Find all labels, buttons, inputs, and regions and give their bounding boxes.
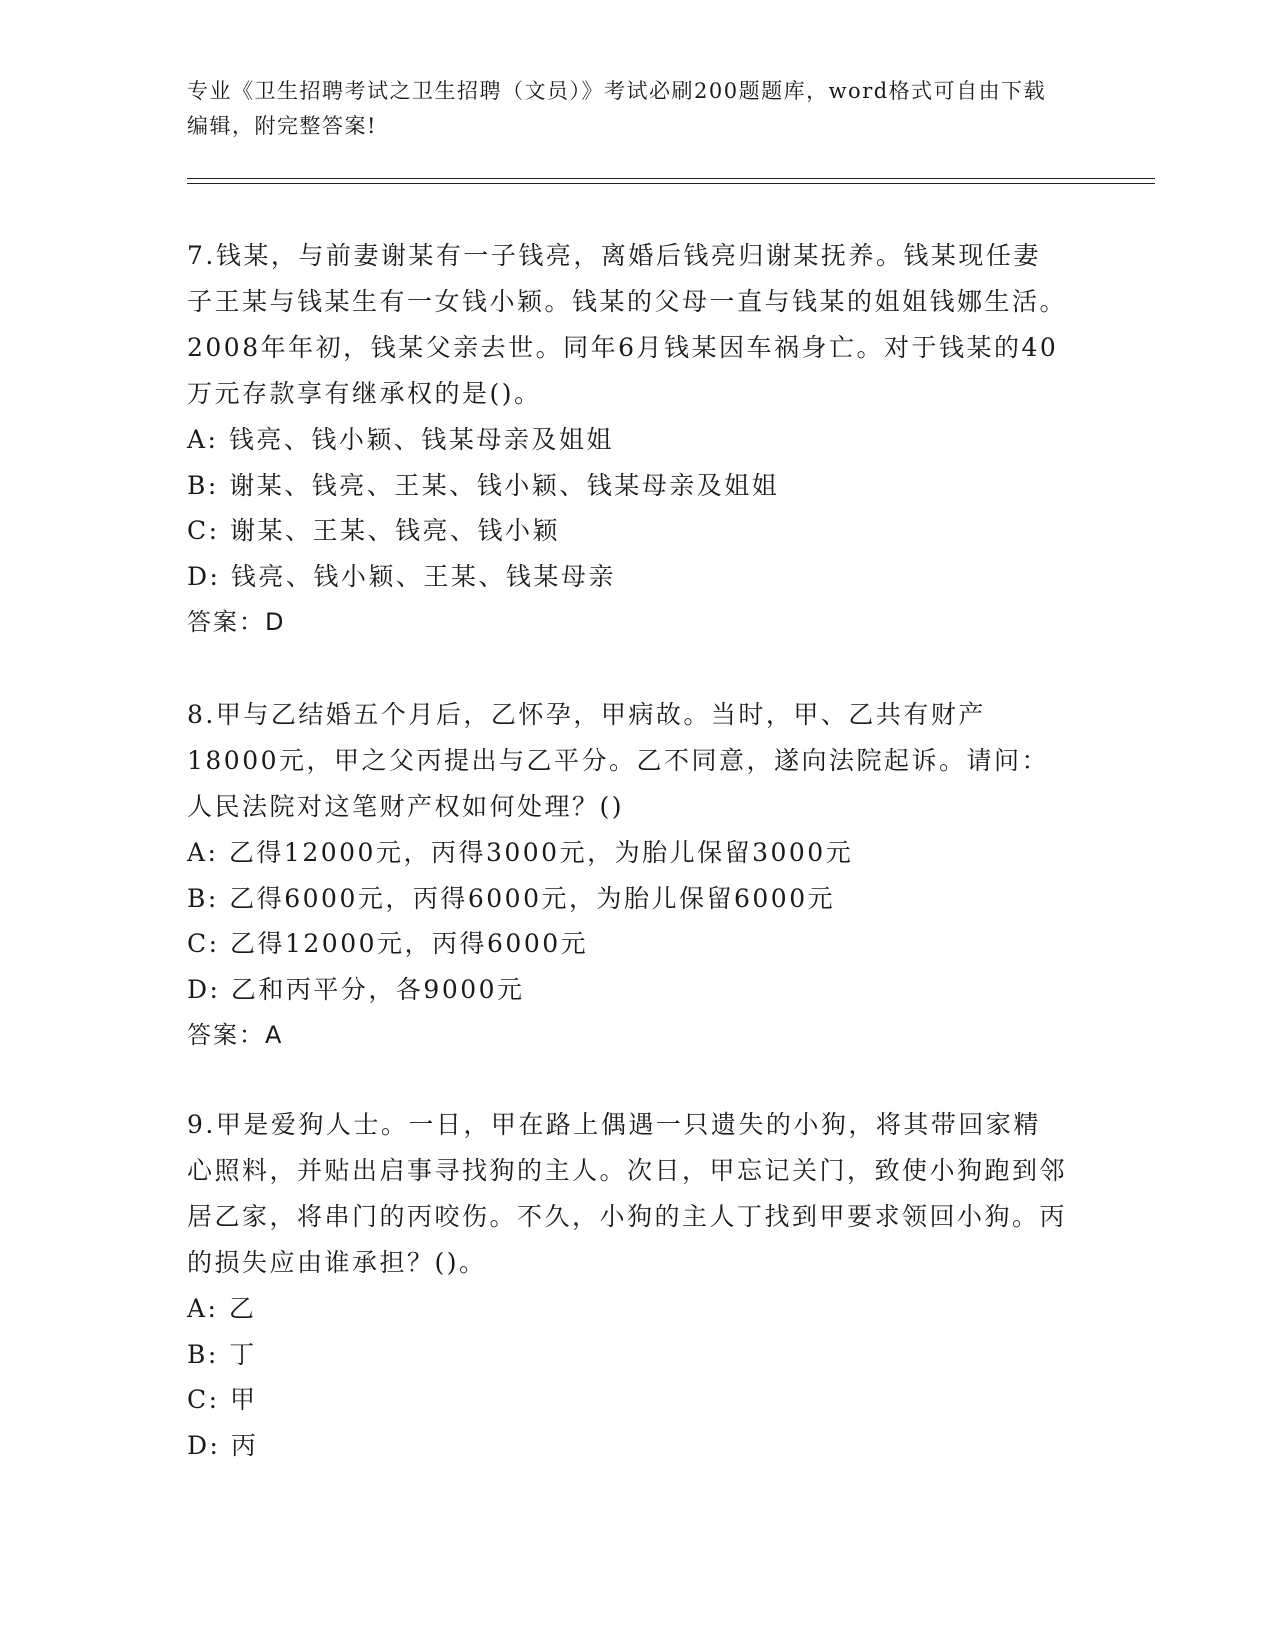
option-a: A: 乙得12000元，丙得3000元，为胎儿保留3000元: [187, 838, 854, 867]
option-d: D: 钱亮、钱小颖、王某、钱某母亲: [187, 561, 616, 591]
option-a: A: 乙: [187, 1294, 257, 1323]
option-a: A: 钱亮、钱小颖、钱某母亲及姐姐: [187, 425, 614, 454]
question-text: 8.甲与乙结婚五个月后，乙怀孕，甲病故。当时，甲、乙共有财产18000元，甲之父丙提出与乙平分。乙不同意，遂向法院起诉。请问：人民法院对这笔财产权如何处理？(): [187, 700, 1050, 821]
option-d: D: 丙: [187, 1430, 259, 1460]
header-rule-bottom: [187, 183, 1155, 184]
question-9: [187, 1102, 1067, 1468]
question-text: 7.钱某，与前妻谢某有一子钱亮，离婚后钱亮归谢某抚养。钱某现任妻子王某与钱某生有一女钱小颖。钱某的父母一直与钱某的姐姐钱娜生活。2008年年初，钱某父亲去世。同年6月钱某因车祸身亡。对于钱某的40万元存款享有继承权的是()。: [187, 241, 1068, 408]
answer-label: 答案：D: [187, 608, 286, 636]
option-b: B: 谢某、钱亮、王某、钱小颖、钱某母亲及姐姐: [187, 470, 780, 500]
option-c: C: 乙得12000元，丙得6000元: [187, 929, 589, 958]
option-d: D: 乙和丙平分，各9000元: [187, 974, 525, 1004]
option-b: B: 丁: [187, 1339, 257, 1369]
question-8: [187, 692, 1067, 1058]
option-b: B: 乙得6000元，丙得6000元，为胎儿保留6000元: [187, 883, 836, 913]
header-rule-top: [187, 178, 1155, 179]
question-text: 9.甲是爱狗人士。一日，甲在路上偶遇一只遗失的小狗，将其带回家精心照料，并贴出启事寻找狗的主人。次日，甲忘记关门，致使小狗跑到邻居乙家，将串门的丙咬伤。不久，小狗的主人丁找到甲要求领回小狗。丙的损失应由谁承担？()。: [187, 1110, 1068, 1277]
answer-label: 答案：A: [187, 1021, 284, 1049]
page-header: 专业《卫生招聘考试之卫生招聘（文员）》考试必刷200题题库，word格式可自由下载编辑，附完整答案!: [187, 79, 1047, 138]
option-c: C: 甲: [187, 1385, 258, 1414]
question-7: [187, 233, 1067, 645]
option-c: C: 谢某、王某、钱亮、钱小颖: [187, 516, 560, 545]
